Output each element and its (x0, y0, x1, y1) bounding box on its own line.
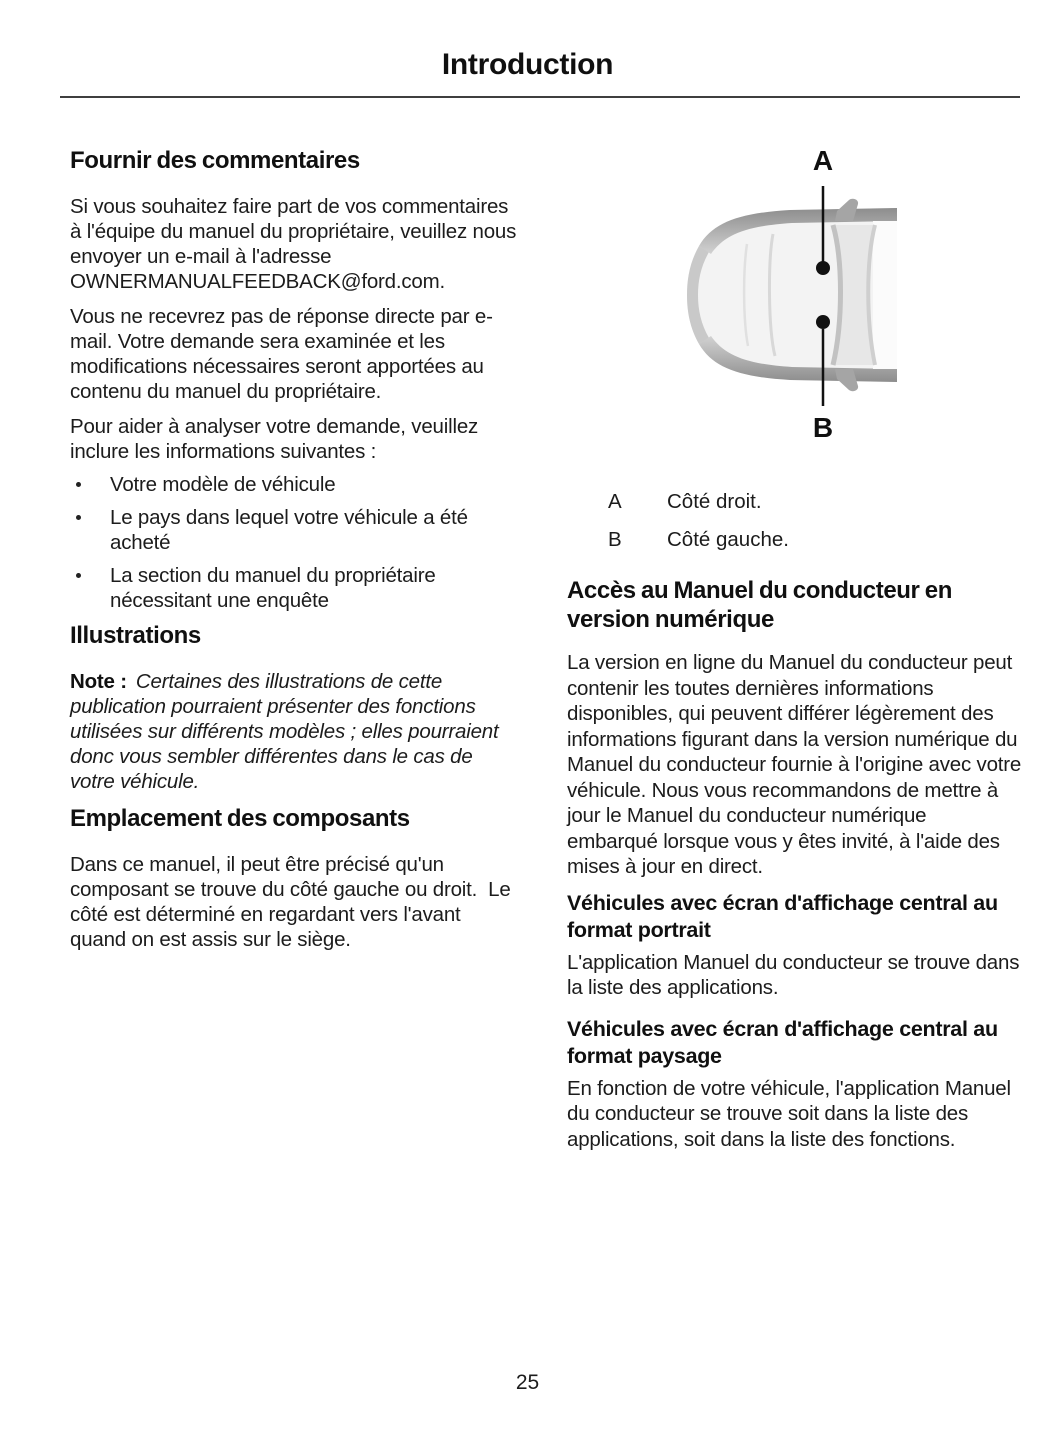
section-heading-illustrations: Illustrations (70, 622, 201, 649)
digital-manual-paragraph: La version en ligne du Manuel du conducteur peut contenir les toutes dernières informations disponibles, qui peuvent différer légèrement des informations figurant dans la version numérique du Manuel du conducteur fournie à l'origine avec votre véhicule. Nous vous recommandons de mettre à jour le Manuel du conducteur numérique embarqué lorsque vous y êtes invité, à l'aide des mises à jour en direct. (567, 651, 1022, 878)
portrait-screen-paragraph: L'application Manuel du conducteur se trouve dans la liste des applications. (567, 950, 1020, 999)
figure-label-b: B (812, 412, 834, 443)
point-b (816, 315, 830, 329)
page-title: Introduction (441, 48, 614, 81)
legend-key: B (608, 528, 622, 551)
right-column (567, 140, 1022, 1162)
legend-row (567, 527, 1022, 552)
list-item-text: La section du manuel du propriétaire nécessitant une enquête (110, 564, 436, 612)
section-heading-components: Emplacement des composants (70, 805, 410, 832)
left-column (70, 146, 522, 962)
section-heading-feedback: Fournir des commentaires (70, 147, 360, 174)
section-heading-digital-manual: Accès au Manuel du conducteur en version numérique (567, 577, 952, 633)
bullet-icon (76, 515, 81, 520)
illustrations-note (70, 669, 522, 794)
figure-label-a: A (812, 145, 834, 176)
figure-legend (567, 489, 1022, 552)
legend-value: Côté gauche. (667, 528, 789, 551)
note-label: Note : (70, 670, 127, 693)
vehicle-side-figure (567, 140, 1022, 478)
legend-key: A (608, 490, 622, 513)
list-item-text: Le pays dans lequel votre véhicule a été acheté (110, 506, 468, 554)
required-info-list (70, 472, 522, 613)
list-item-text: Votre modèle de véhicule (110, 473, 336, 496)
page-number: 25 (515, 1371, 540, 1394)
note-text: Certaines des illustrations de cette publication pourraient présenter des fonctions utilisées sur différents modèles ; elles pourraient donc vous sembler différentes dans le cas de votre véhicule. (70, 670, 499, 793)
landscape-screen-paragraph: En fonction de votre véhicule, l'application Manuel du conducteur se trouve soit dans la liste des applications, soit dans la liste des fonctions. (567, 1076, 1011, 1151)
car-illustration (687, 199, 897, 391)
vehicle-top-view-illustration (567, 140, 1022, 478)
title-divider (60, 96, 1020, 98)
feedback-paragraph-1: Si vous souhaitez faire part de vos commentaires à l'équipe du manuel du propriétaire, veuillez nous envoyer un e-mail à l'adresse OWNERMANUALFEEDBACK@ford.com. (70, 195, 517, 293)
feedback-paragraph-2: Vous ne recevrez pas de réponse directe par e-mail. Votre demande sera examinée et les modifications nécessaires seront apportées au contenu du manuel du propriétaire. (70, 305, 493, 403)
bullet-icon (76, 573, 81, 578)
subheading-portrait-screen: Véhicules avec écran d'affichage central au format portrait (567, 890, 998, 942)
subheading-landscape-screen: Véhicules avec écran d'affichage central au format paysage (567, 1016, 998, 1068)
list-item (70, 472, 522, 497)
feedback-paragraph-3: Pour aider à analyser votre demande, veuillez inclure les informations suivantes : (70, 415, 479, 463)
list-item (70, 505, 522, 555)
bullet-icon (76, 482, 81, 487)
legend-value: Côté droit. (667, 490, 762, 513)
list-item (70, 563, 522, 613)
point-a (816, 261, 830, 275)
legend-row (567, 489, 1022, 514)
components-paragraph: Dans ce manuel, il peut être précisé qu'un composant se trouve du côté gauche ou droit. Le côté est déterminé en regardant vers l'avant quand on est assis sur le siège. (70, 853, 511, 951)
